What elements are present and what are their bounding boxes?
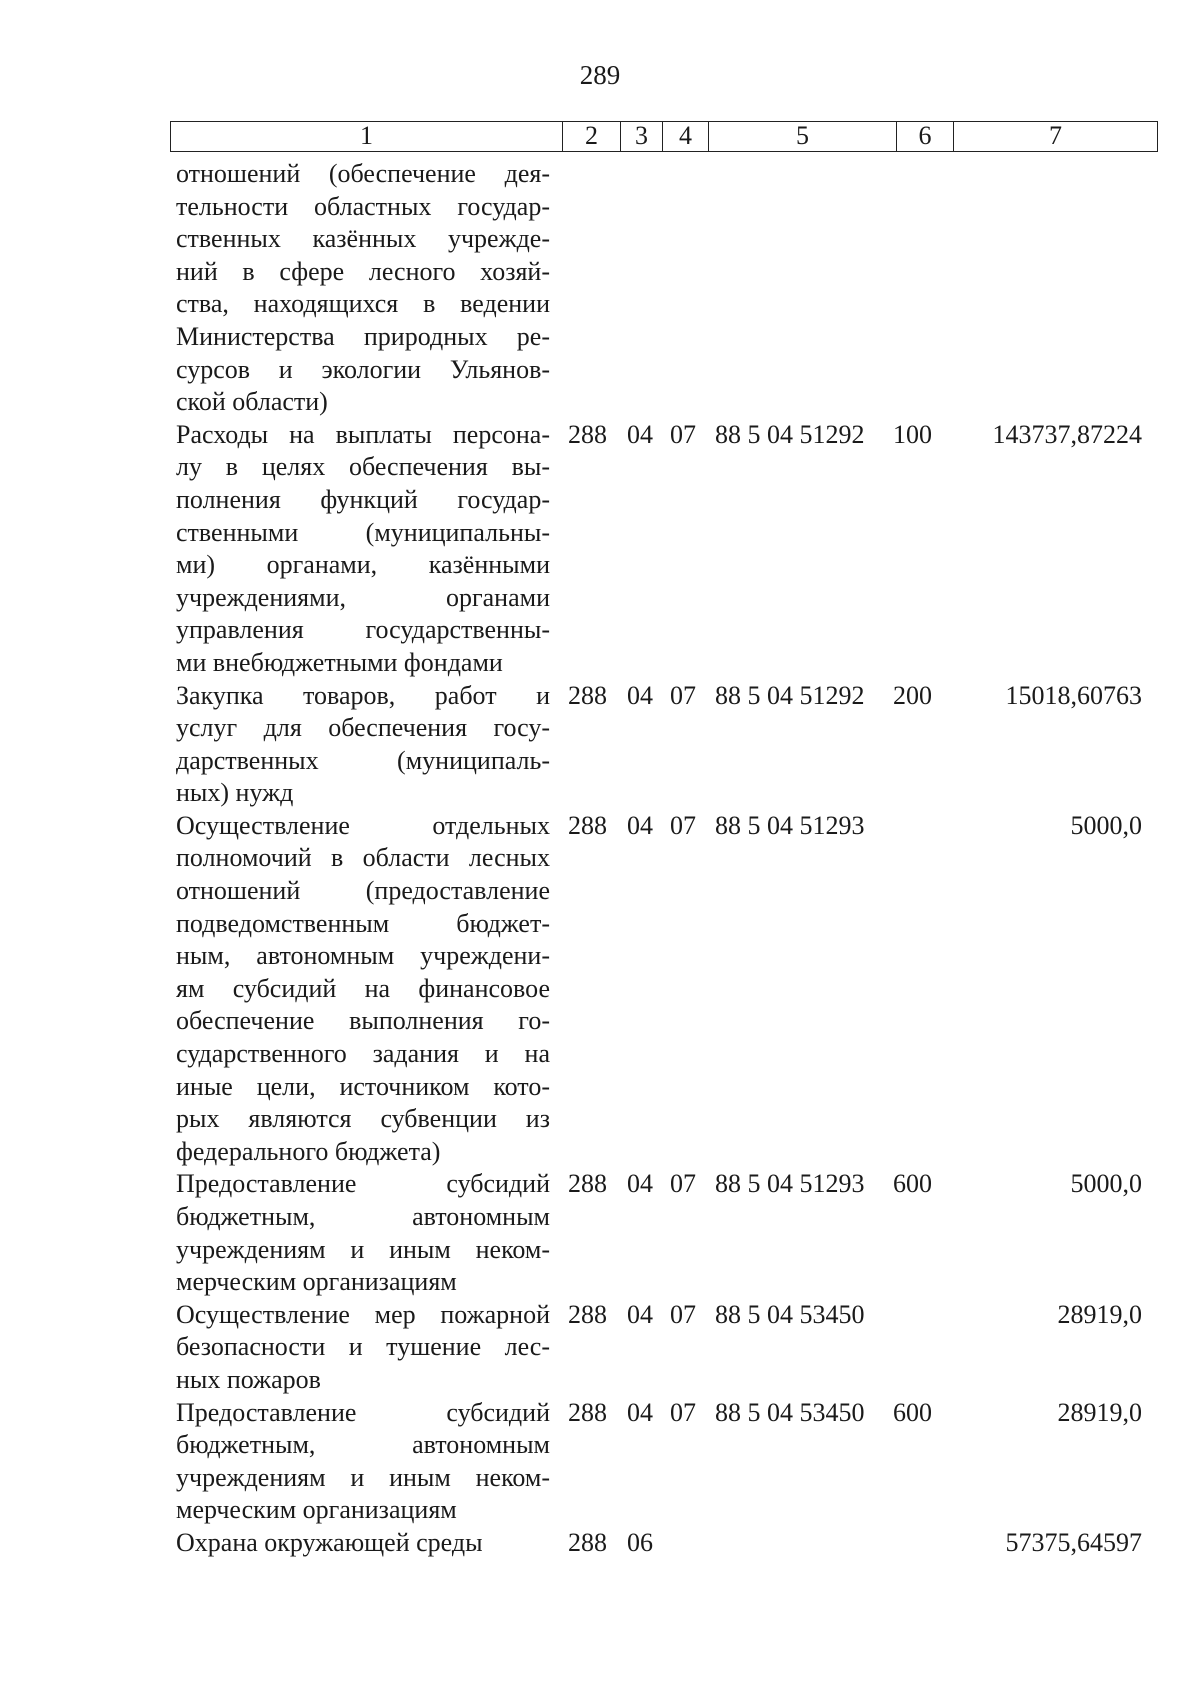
description-line: обеспечение выполнения го- — [176, 1006, 550, 1036]
cell-expense-type: 200 — [893, 680, 932, 710]
cell-amount: 5000,0 — [1070, 1169, 1142, 1199]
header-col-6: 6 — [897, 122, 954, 151]
row-description — [176, 1299, 550, 1397]
description-line: бюджетным, автономным — [176, 1430, 550, 1460]
description-line: учреждениями, органами — [176, 582, 550, 612]
description-line: ской области) — [176, 387, 328, 417]
description-line: полномочий в области лесных — [176, 843, 550, 873]
description-line: Осуществление отдельных — [176, 810, 550, 840]
row-description — [176, 1168, 550, 1298]
description-line: ных) нужд — [176, 778, 294, 808]
cell-section: 06 — [627, 1527, 653, 1557]
description-line: дарственных (муниципаль- — [176, 745, 550, 775]
description-line: Предоставление субсидий — [176, 1169, 550, 1199]
description-line: Охрана окружающей среды — [176, 1527, 483, 1557]
cell-section: 04 — [627, 1299, 653, 1329]
cell-code-admin: 288 — [568, 1527, 607, 1557]
cell-code-admin: 288 — [568, 1169, 607, 1199]
description-line: Закупка товаров, работ и — [176, 680, 550, 710]
table-body — [0, 158, 1200, 1560]
description-line: безопасности и тушение лес- — [176, 1332, 550, 1362]
cell-target-article: 88 5 04 51293 — [715, 1169, 865, 1199]
cell-section: 04 — [627, 1397, 653, 1427]
header-col-7: 7 — [1049, 121, 1062, 150]
cell-code-admin: 288 — [568, 680, 607, 710]
cell-amount: 57375,64597 — [1005, 1527, 1142, 1557]
cell-target-article: 88 5 04 53450 — [715, 1299, 865, 1329]
description-line: ми внебюджетными фондами — [176, 647, 503, 677]
row-description — [176, 680, 550, 810]
header-col-2: 2 — [563, 122, 621, 151]
cell-subsection: 07 — [670, 810, 696, 840]
row-description — [176, 1527, 550, 1560]
description-line: тельности областных государ- — [176, 191, 550, 221]
cell-expense-type: 600 — [893, 1397, 932, 1427]
description-line: мерческим организациям — [176, 1495, 457, 1525]
cell-expense-type: 600 — [893, 1169, 932, 1199]
cell-code-admin: 288 — [568, 810, 607, 840]
description-line: услуг для обеспечения госу- — [176, 713, 550, 743]
cell-subsection: 07 — [670, 1299, 696, 1329]
description-line: ственными (муниципальны- — [176, 517, 550, 547]
description-line: сударственного задания и на — [176, 1039, 550, 1069]
cell-target-article: 88 5 04 51292 — [715, 680, 865, 710]
table-row — [0, 419, 1200, 680]
table-header — [170, 121, 1158, 152]
description-line: ным, автономным учреждени- — [176, 941, 550, 971]
description-line: ства, находящихся в ведении — [176, 289, 550, 319]
row-description — [176, 419, 550, 680]
table-row — [0, 1168, 1200, 1298]
cell-amount: 143737,87224 — [992, 419, 1142, 449]
table-row — [0, 810, 1200, 1169]
description-line: ям субсидий на финансовое — [176, 973, 550, 1003]
description-line: ных пожаров — [176, 1364, 321, 1394]
description-line: федерального бюджета) — [176, 1136, 441, 1166]
description-line: Осуществление мер пожарной — [176, 1299, 550, 1329]
cell-subsection: 07 — [670, 1169, 696, 1199]
cell-subsection: 07 — [670, 1397, 696, 1427]
table-row — [0, 158, 1200, 419]
header-col-3: 3 — [621, 122, 663, 151]
description-line: Министерства природных ре- — [176, 321, 550, 351]
table-row — [0, 1397, 1200, 1527]
description-line: лу в целях обеспечения вы- — [176, 452, 550, 482]
description-line: ми) органами, казёнными — [176, 550, 550, 580]
cell-section: 04 — [627, 1169, 653, 1199]
description-line: полнения функций государ- — [176, 484, 550, 514]
cell-code-admin: 288 — [568, 1397, 607, 1427]
cell-subsection: 07 — [670, 680, 696, 710]
description-line: учреждениям и иным неком- — [176, 1234, 550, 1264]
cell-target-article: 88 5 04 51292 — [715, 419, 865, 449]
description-line: отношений (предоставление — [176, 876, 550, 906]
cell-expense-type: 100 — [893, 419, 932, 449]
cell-code-admin: 288 — [568, 419, 607, 449]
cell-section: 04 — [627, 810, 653, 840]
header-col-1: 1 — [171, 122, 563, 151]
cell-amount: 28919,0 — [1057, 1299, 1142, 1329]
description-line: подведомственным бюджет- — [176, 908, 550, 938]
description-line: мерческим организациям — [176, 1267, 457, 1297]
cell-section: 04 — [627, 680, 653, 710]
description-line: ственных казённых учрежде- — [176, 224, 550, 254]
cell-section: 04 — [627, 419, 653, 449]
table-row — [0, 1527, 1200, 1560]
cell-target-article: 88 5 04 53450 — [715, 1397, 865, 1427]
table-row — [0, 680, 1200, 810]
description-line: отношений (обеспечение дея- — [176, 159, 550, 188]
description-line: иные цели, источником кото- — [176, 1071, 550, 1101]
description-line: учреждениям и иным неком- — [176, 1462, 550, 1492]
description-line: управления государственны- — [176, 615, 550, 645]
cell-amount: 15018,60763 — [1005, 680, 1142, 710]
description-line: бюджетным, автономным — [176, 1202, 550, 1231]
cell-amount: 28919,0 — [1057, 1397, 1142, 1427]
description-line: Расходы на выплаты персона- — [176, 419, 550, 449]
cell-amount: 5000,0 — [1070, 810, 1142, 840]
cell-code-admin: 288 — [568, 1299, 607, 1329]
table-row — [0, 1299, 1200, 1397]
row-description — [176, 158, 550, 419]
description-line: Предоставление субсидий — [176, 1397, 550, 1427]
header-col-4: 4 — [663, 122, 709, 151]
header-col-5: 5 — [709, 122, 897, 151]
page-number: 289 — [579, 60, 621, 90]
row-description — [176, 1397, 550, 1527]
description-line: рых являются субвенции из — [176, 1104, 550, 1134]
description-line: ний в сфере лесного хозяй- — [176, 256, 550, 286]
row-description — [176, 810, 550, 1169]
cell-target-article: 88 5 04 51293 — [715, 810, 865, 840]
cell-subsection: 07 — [670, 419, 696, 449]
description-line: сурсов и экологии Ульянов- — [176, 354, 550, 384]
